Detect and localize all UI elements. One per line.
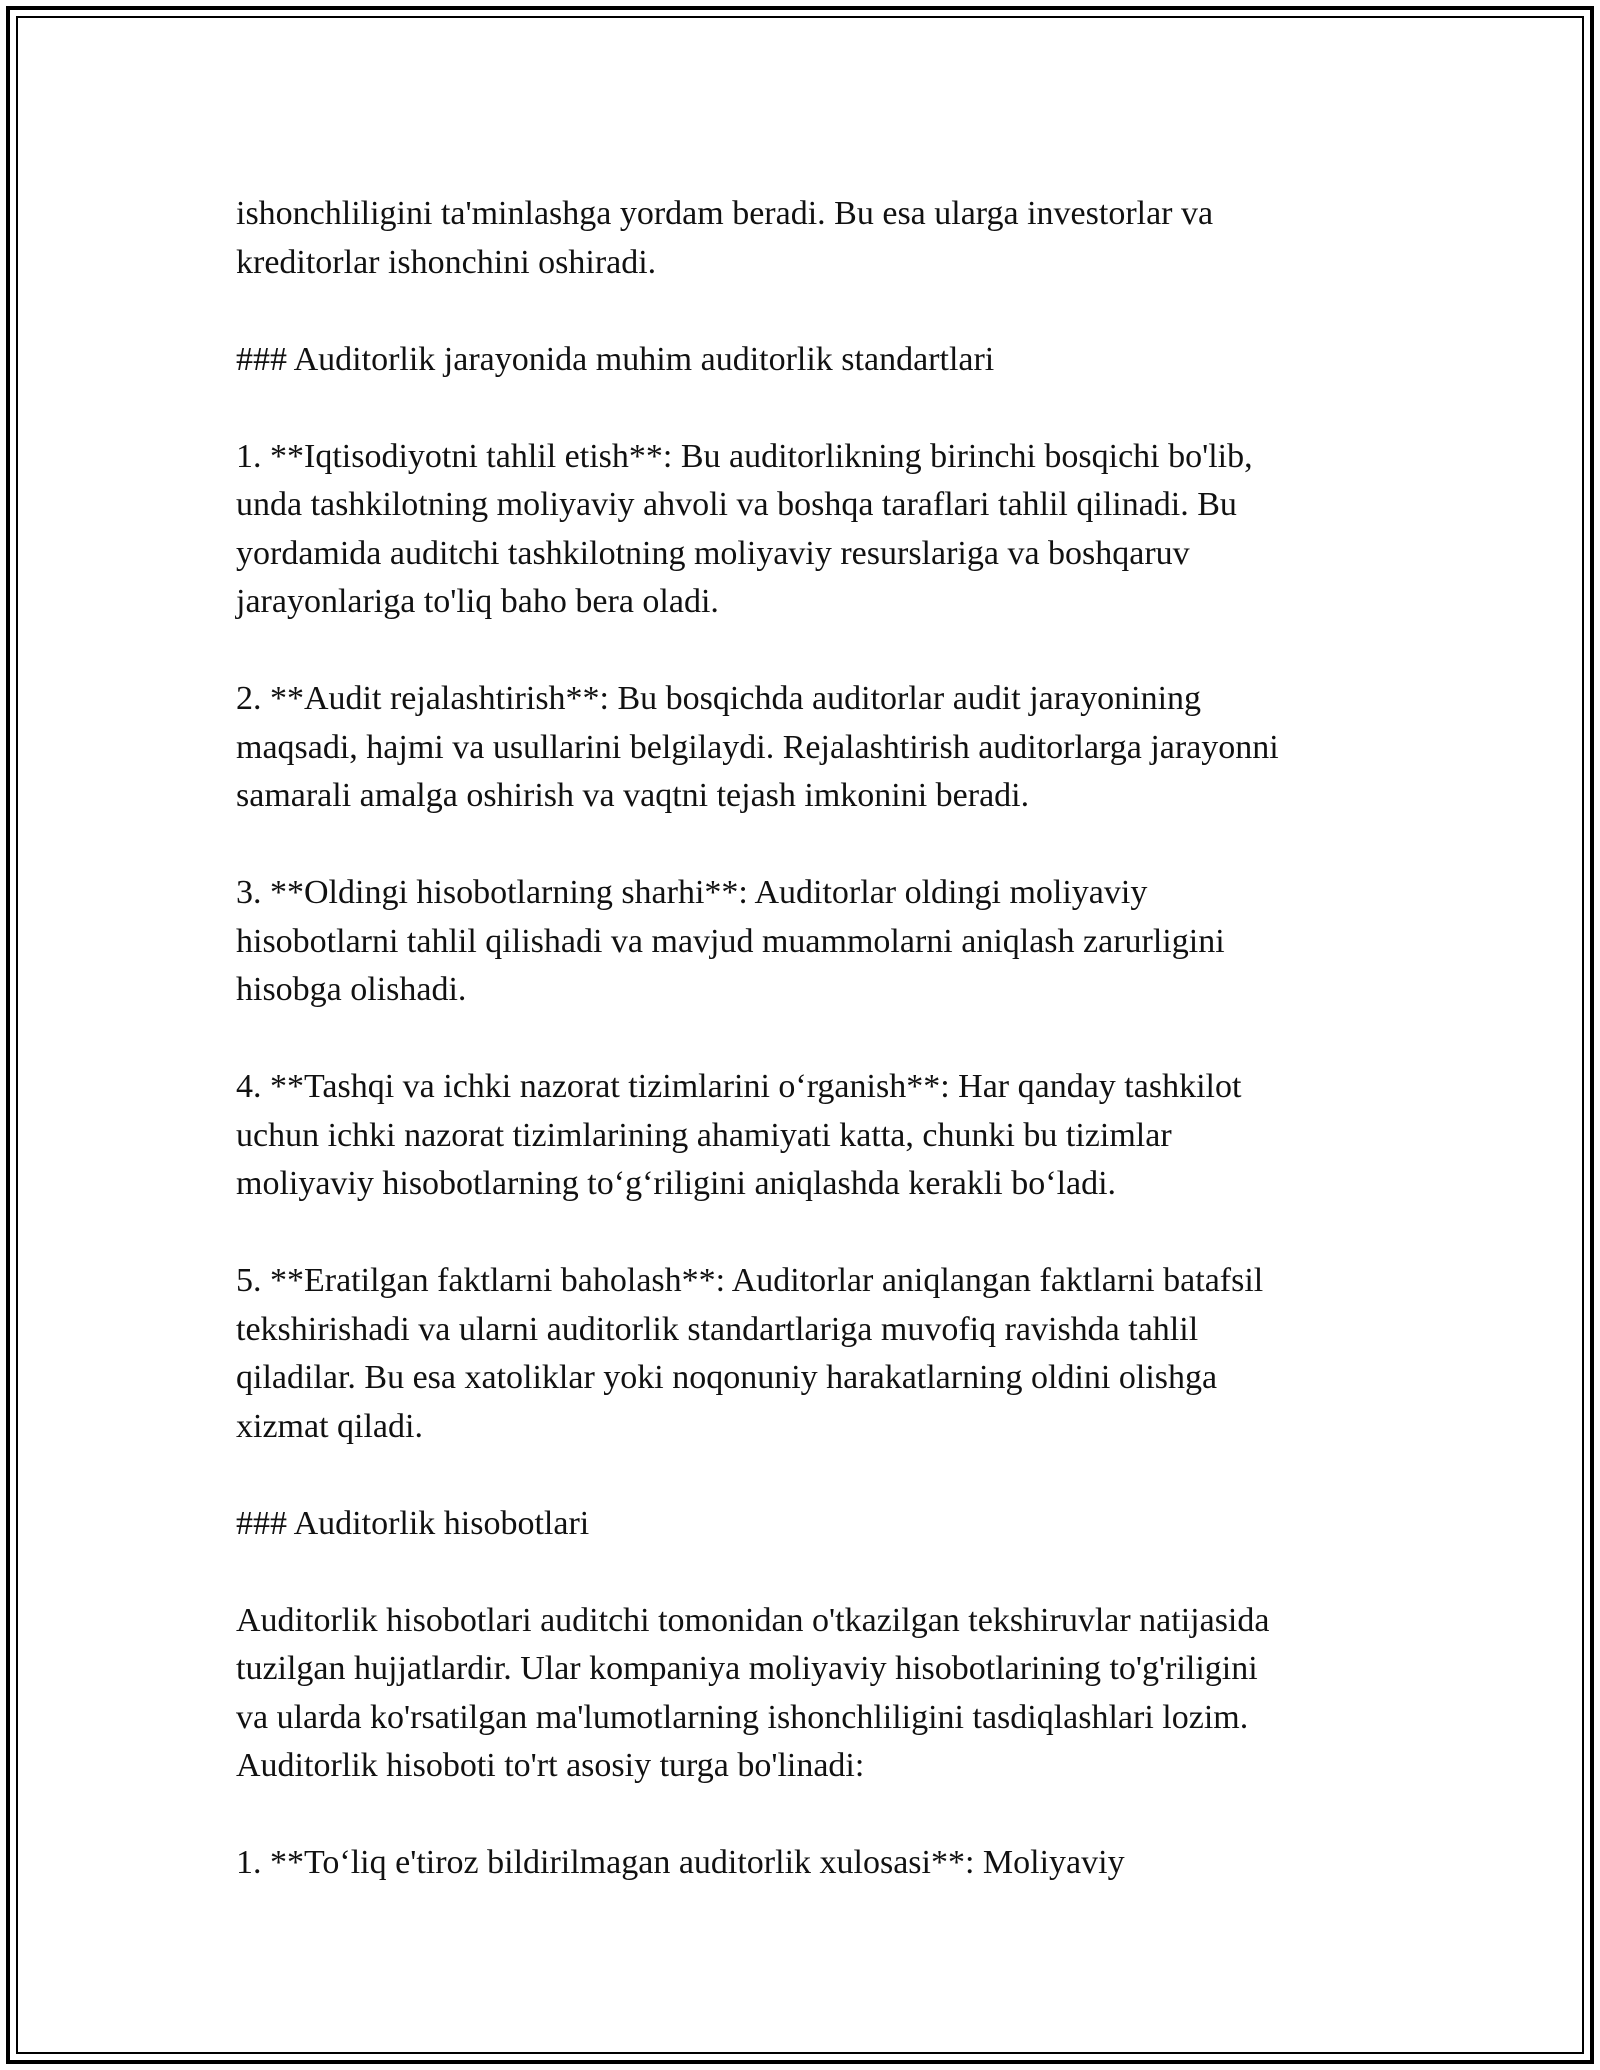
section-heading-audit-standards: ### Auditorlik jarayonida muhim auditorlik standartlari (236, 340, 995, 378)
list-item-4: 4. **Tashqi va ichki nazorat tizimlarini o‘rganish**: Har qanday tashkilot uchun ichki nazorat tizimlarining ahamiyati katta, chunki bu tizimlar moliyaviy hisobotlarning to‘g‘riligini aniqlashda kerakli bo‘ladi. (236, 1068, 1242, 1202)
list-item-5: 5. **Eratilgan faktlarni baholash**: Auditorlar aniqlangan faktlarni batafsil tekshirishadi va ularni auditorlik standartlariga muvofiq ravishda tahlil qiladilar. Bu esa xatoliklar yoki noqonuniy harakatlarning oldini olishga xizmat qiladi. (236, 1262, 1264, 1445)
list-item-2: 2. **Audit rejalashtirish**: Bu bosqichda auditorlar audit jarayonining maqsadi, hajmi va usullarini belgilaydi. Rejalashtirish auditorlarga jarayonni samarali amalga oshirish va vaqtni tejash imkonini beradi. (236, 680, 1279, 814)
list-item-report-type-1: 1. **To‘liq e'tiroz bildirilmagan auditorlik xulosasi**: Moliyaviy (236, 1844, 1125, 1881)
document-body (236, 190, 1386, 1888)
paragraph-audit-reports: Auditorlik hisobotlari auditchi tomonidan o'tkazilgan tekshiruvlar natijasida tuzilgan hujjatlardir. Ular kompaniya moliyaviy hisobotlarining to'g'riligini va ularda ko'rsatilgan ma'lumotlarning ishonchliligini tasdiqlashlari lozim. Auditorlik hisoboti to'rt asosiy turga bo'linadi: (236, 1601, 1270, 1784)
list-item-1: 1. **Iqtisodiyotni tahlil etish**: Bu auditorlikning birinchi bosqichi bo'lib, unda tashkilotning moliyaviy ahvoli va boshqa taraflari tahlil qilinadi. Bu yordamida auditchi tashkilotning moliyaviy resurslariga va boshqaruv jarayonlariga to'liq baho bera oladi. (236, 437, 1253, 620)
list-item-3: 3. **Oldingi hisobotlarning sharhi**: Auditorlar oldingi moliyaviy hisobotlarni tahlil qilishadi va mavjud muammolarni aniqlash zarurligini hisobga olishadi. (236, 874, 1225, 1008)
section-heading-audit-reports: ### Auditorlik hisobotlari (236, 1504, 590, 1542)
paragraph-continuation: ishonchliligini ta'minlashga yordam beradi. Bu esa ularga investorlar va kreditorlar ishonchini oshiradi. (236, 195, 1214, 281)
